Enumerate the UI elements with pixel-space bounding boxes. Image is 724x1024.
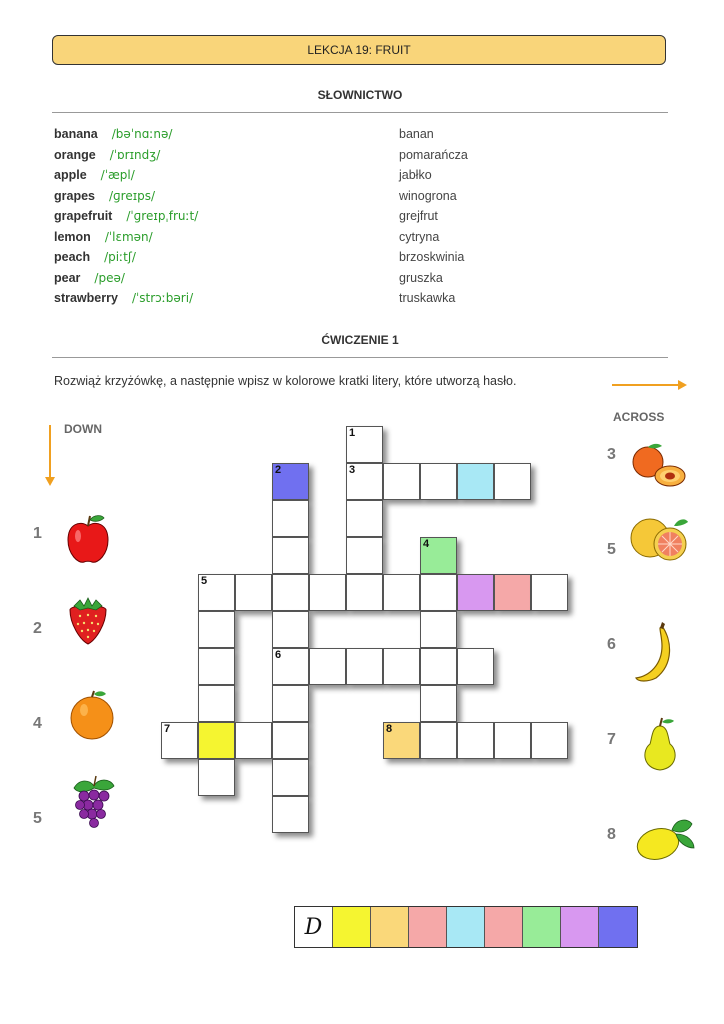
- across-label: ACROSS: [613, 410, 665, 424]
- crossword-cell[interactable]: [531, 574, 568, 611]
- answer-cell[interactable]: [333, 907, 371, 947]
- english-word: orange: [54, 147, 96, 162]
- across-clue-number: 3: [607, 446, 616, 463]
- crossword-cell[interactable]: [272, 722, 309, 759]
- crossword-cell[interactable]: [161, 722, 198, 759]
- pronunciation: /ˈæpl/: [100, 168, 135, 182]
- across-clue-number: 8: [607, 826, 616, 843]
- crossword-cell[interactable]: [383, 574, 420, 611]
- crossword-cell-highlighted[interactable]: [494, 574, 531, 611]
- peach-icon: [628, 440, 690, 490]
- answer-cell[interactable]: [447, 907, 485, 947]
- grapes-icon: [66, 774, 122, 834]
- crossword-cell[interactable]: [272, 648, 309, 685]
- vocab-item: [54, 291, 456, 311]
- crossword-cell[interactable]: [531, 722, 568, 759]
- divider: [52, 357, 668, 358]
- lemon-icon: [632, 812, 698, 866]
- crossword-cell[interactable]: [383, 463, 420, 500]
- english-word: lemon: [54, 229, 91, 244]
- cell-number: 1: [349, 427, 356, 439]
- vocab-item: [54, 147, 468, 168]
- across-clue-number: 5: [607, 541, 616, 558]
- crossword-cell-highlighted[interactable]: [383, 722, 420, 759]
- english-word: banana: [54, 127, 98, 141]
- crossword-cell[interactable]: [272, 759, 309, 796]
- crossword-cell[interactable]: [309, 574, 346, 611]
- polish-translation: truskawka: [399, 291, 456, 305]
- pronunciation: /ɡreɪps/: [109, 188, 156, 203]
- english-word: pear: [54, 270, 81, 285]
- polish-translation: brzoskwinia: [399, 250, 465, 264]
- cell-number: 2: [275, 464, 282, 476]
- crossword-cell[interactable]: [272, 685, 309, 722]
- crossword-cell[interactable]: [346, 648, 383, 685]
- polish-translation: winogrona: [399, 188, 457, 203]
- answer-cell[interactable]: [561, 907, 599, 947]
- pronunciation: /ˈlɛmən/: [104, 229, 153, 244]
- crossword-cell[interactable]: [272, 611, 309, 648]
- exercise-instruction: Rozwiąż krzyżówkę, a następnie wpisz w kolorowe kratki litery, które utworzą hasło.: [54, 374, 517, 388]
- crossword-cell-highlighted[interactable]: [272, 463, 309, 500]
- crossword-cell[interactable]: [235, 574, 272, 611]
- answer-cell[interactable]: [523, 907, 561, 947]
- crossword-cell[interactable]: [198, 759, 235, 796]
- vocab-item: [54, 209, 438, 229]
- polish-translation: grejfrut: [399, 209, 438, 223]
- pronunciation: /ˈstrɔːbəri/: [131, 291, 194, 305]
- down-arrow-icon: [43, 425, 57, 487]
- crossword-cell[interactable]: [420, 722, 457, 759]
- crossword-cell[interactable]: [346, 463, 383, 500]
- crossword-cell[interactable]: [272, 537, 309, 574]
- down-label: DOWN: [64, 422, 102, 436]
- crossword-cell[interactable]: [383, 648, 420, 685]
- grapefruit-icon: [628, 514, 692, 566]
- lesson-title: LEKCJA 19: FRUIT: [307, 43, 411, 57]
- crossword-cell[interactable]: [420, 463, 457, 500]
- down-clue-number: 5: [33, 810, 42, 827]
- answer-cell[interactable]: [599, 907, 637, 947]
- cell-number: 5: [201, 575, 208, 587]
- english-word: strawberry: [54, 291, 118, 305]
- polish-translation: banan: [399, 127, 434, 141]
- crossword-cell-highlighted[interactable]: [457, 463, 494, 500]
- answer-cell[interactable]: [409, 907, 447, 947]
- exercise-heading: ĆWICZENIE 1: [321, 333, 399, 347]
- cell-number: 8: [386, 723, 393, 735]
- cell-number: 6: [275, 649, 282, 661]
- pronunciation: /peə/: [94, 270, 125, 285]
- crossword-cell[interactable]: [346, 426, 383, 463]
- polish-translation: pomarańcza: [399, 147, 468, 162]
- answer-cell[interactable]: [371, 907, 409, 947]
- down-clue-number: 4: [33, 715, 42, 732]
- cell-number: 7: [164, 723, 171, 735]
- crossword-cell-highlighted[interactable]: [420, 537, 457, 574]
- down-clue-number: 1: [33, 525, 42, 542]
- crossword-cell[interactable]: [457, 648, 494, 685]
- crossword-cell[interactable]: [420, 685, 457, 722]
- crossword-cell-highlighted[interactable]: [457, 574, 494, 611]
- answer-first-letter: D: [304, 914, 323, 940]
- password-answer-row: [294, 906, 638, 948]
- pronunciation: /bəˈnɑːnə/: [111, 127, 173, 141]
- answer-cell[interactable]: [295, 907, 333, 947]
- cell-number: 4: [423, 538, 430, 550]
- pear-icon: [636, 716, 686, 774]
- crossword-cell[interactable]: [346, 574, 383, 611]
- english-word: apple: [54, 168, 87, 182]
- pronunciation: /ˈɒrɪndʒ/: [109, 147, 161, 162]
- crossword-cell[interactable]: [420, 574, 457, 611]
- answer-cell[interactable]: [485, 907, 523, 947]
- polish-translation: jabłko: [399, 168, 432, 182]
- crossword-cell[interactable]: [198, 611, 235, 648]
- english-word: peach: [54, 250, 91, 264]
- orange-icon: [64, 688, 120, 744]
- crossword-cell[interactable]: [420, 648, 457, 685]
- pronunciation: /piːtʃ/: [104, 250, 136, 264]
- divider: [52, 112, 668, 113]
- crossword-cell[interactable]: [494, 722, 531, 759]
- vocab-item: [54, 229, 440, 250]
- pronunciation: /ˈɡreɪpˌfruːt/: [126, 209, 199, 223]
- vocab-item: [54, 250, 465, 270]
- crossword-cell[interactable]: [198, 574, 235, 611]
- cell-number: 3: [349, 464, 356, 476]
- crossword-cell[interactable]: [235, 722, 272, 759]
- crossword-cell-highlighted[interactable]: [198, 722, 235, 759]
- english-word: grapefruit: [54, 209, 113, 223]
- crossword-cell[interactable]: [494, 463, 531, 500]
- crossword-cell[interactable]: [309, 648, 346, 685]
- crossword-cell[interactable]: [272, 796, 309, 833]
- crossword-cell[interactable]: [272, 574, 309, 611]
- polish-translation: cytryna: [399, 229, 440, 244]
- crossword-cell[interactable]: [198, 648, 235, 685]
- crossword-cell[interactable]: [272, 500, 309, 537]
- polish-translation: gruszka: [399, 270, 443, 285]
- crossword-cell[interactable]: [198, 685, 235, 722]
- vocab-item: [54, 270, 443, 291]
- across-clue-number: 6: [607, 636, 616, 653]
- strawberry-icon: [60, 596, 116, 648]
- english-word: grapes: [54, 188, 95, 203]
- across-clue-number: 7: [607, 731, 616, 748]
- vocab-item: [54, 188, 457, 209]
- crossword-cell[interactable]: [457, 722, 494, 759]
- down-clue-number: 2: [33, 620, 42, 637]
- apple-icon: [60, 512, 116, 568]
- vocab-item: [54, 127, 434, 147]
- across-arrow-icon: [612, 378, 688, 392]
- vocab-item: [54, 168, 432, 188]
- crossword-cell[interactable]: [346, 500, 383, 537]
- banana-icon: [632, 620, 684, 686]
- crossword-cell[interactable]: [420, 611, 457, 648]
- crossword-cell[interactable]: [346, 537, 383, 574]
- vocabulary-heading: SŁOWNICTWO: [317, 88, 403, 102]
- lesson-title-banner: [52, 35, 666, 65]
